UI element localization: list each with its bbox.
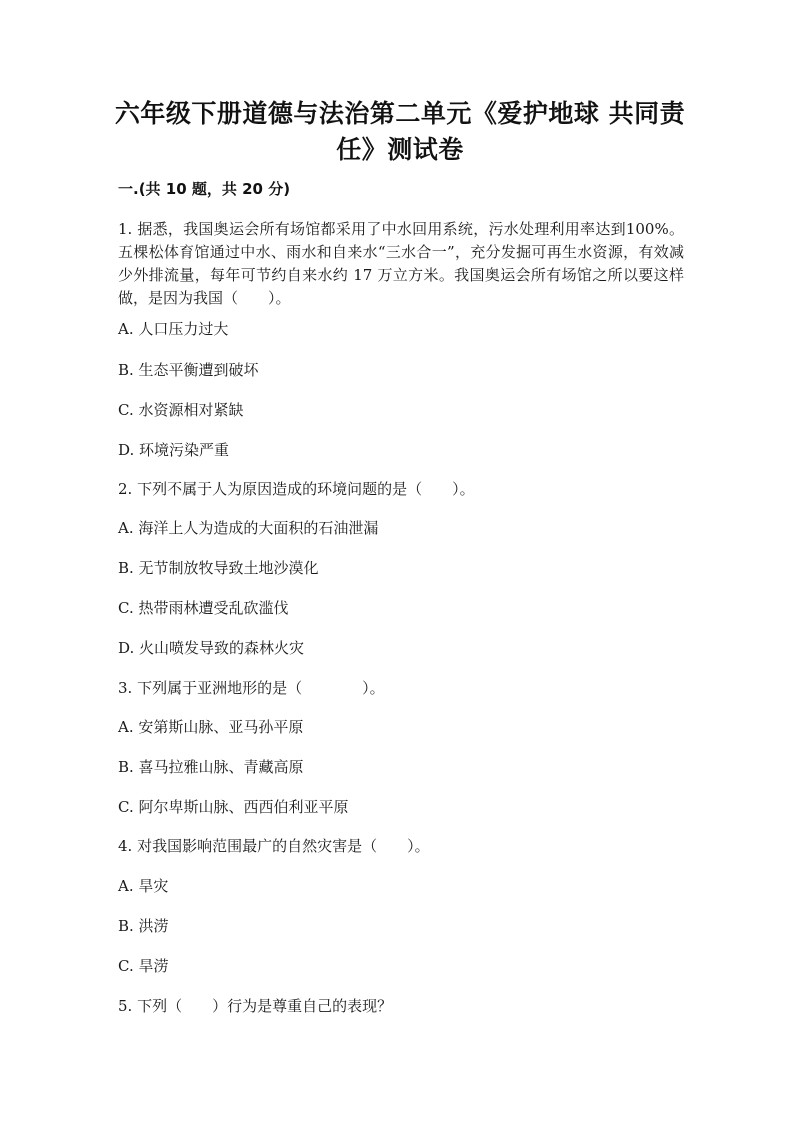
- question-3-option-b: B. 喜马拉雅山脉、青藏高原: [118, 758, 304, 776]
- question-4-stem: 4. 对我国影响范围最广的自然灾害是（ ）。: [118, 837, 430, 855]
- question-2-stem: 2. 下列不属于人为原因造成的环境问题的是（ ）。: [118, 480, 475, 498]
- question-5-stem: 5. 下列（ ）行为是尊重自己的表现？: [118, 997, 393, 1015]
- question-4-option-a: A. 旱灾: [118, 877, 169, 895]
- question-1-option-c: C. 水资源相对紧缺: [118, 401, 244, 419]
- question-3-option-c: C. 阿尔卑斯山脉、西西伯利亚平原: [118, 798, 349, 816]
- question-2-option-c: C. 热带雨林遭受乱砍滥伐: [118, 599, 289, 617]
- question-2-option-b: B. 无节制放牧导致土地沙漠化: [118, 559, 319, 577]
- question-2-option-a: A. 海洋上人为造成的大面积的石油泄漏: [118, 519, 379, 537]
- question-1-option-b: B. 生态平衡遭到破坏: [118, 361, 259, 379]
- question-3-stem: 3. 下列属于亚洲地形的是（ ）。: [118, 679, 385, 697]
- question-1-option-d: D. 环境污染严重: [118, 441, 230, 459]
- question-3-option-a: A. 安第斯山脉、亚马孙平原: [118, 718, 304, 736]
- question-2-option-d: D. 火山喷发导致的森林火灾: [118, 639, 305, 657]
- question-4-option-c: C. 旱涝: [118, 957, 169, 975]
- page-title: 六年级下册道德与法治第二单元《爱护地球 共同责任》测试卷: [114, 99, 686, 164]
- question-1-option-a: A. 人口压力过大: [118, 320, 229, 338]
- section-heading: 一.(共 10 题，共 20 分): [118, 180, 291, 198]
- question-1-stem: 1. 据悉，我国奥运会所有场馆都采用了中水回用系统，污水处理利用率达到100%。五棵松体育馆通过中水、雨水和自来水“三水合一”，充分发掘可再生水资源，有效减少外排流量，每年可节约自来水约 17 万立方米。我国奥运会所有场馆之所以要这样做，是因为我国（ ）。: [118, 220, 684, 307]
- question-4-option-b: B. 洪涝: [118, 917, 169, 935]
